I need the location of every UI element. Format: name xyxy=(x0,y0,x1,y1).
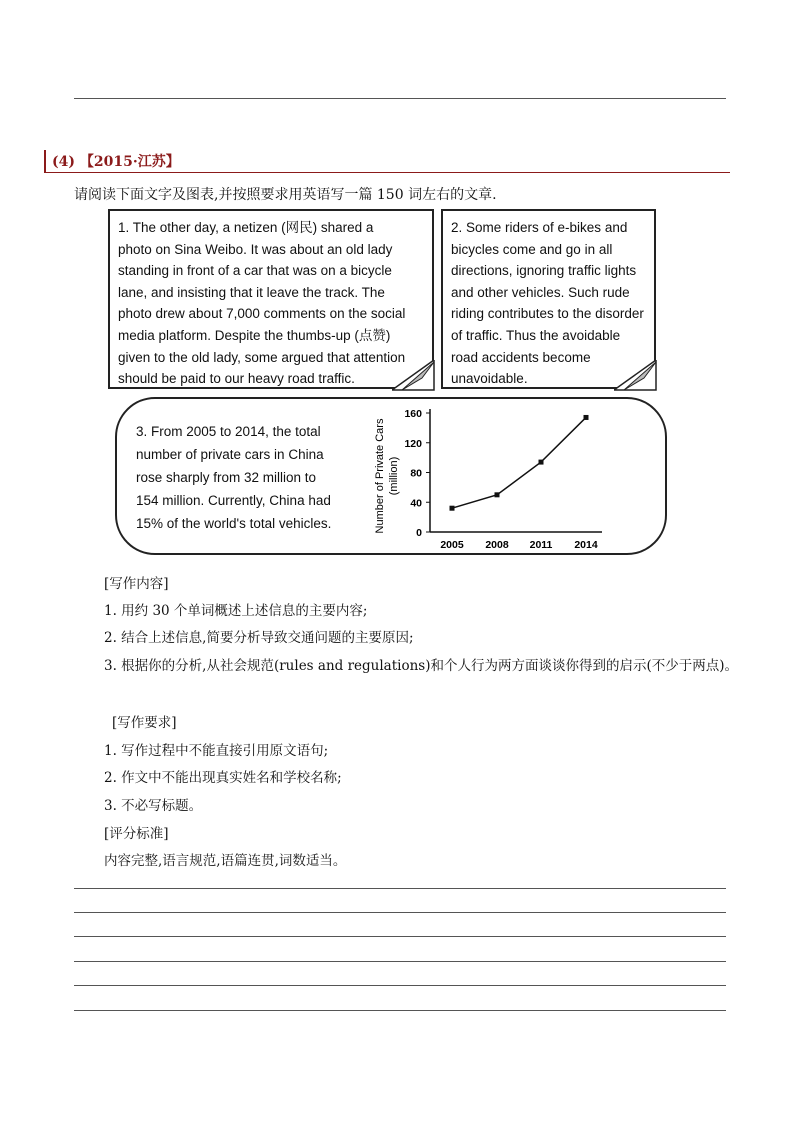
x-tick-label: 2008 xyxy=(485,539,509,551)
private-cars-line-chart xyxy=(370,403,620,551)
page-fold-icon xyxy=(392,360,436,392)
bubble-line: 3. From 2005 to 2014, the total xyxy=(136,424,321,439)
y-tick-label: 120 xyxy=(404,437,422,450)
bubble-line: 1. The other day, a netizen (网民) shared a xyxy=(118,220,374,235)
data-point xyxy=(495,492,500,497)
y-tick-label: 40 xyxy=(410,497,422,510)
page-fold-icon xyxy=(614,360,658,392)
answer-line[interactable] xyxy=(74,961,726,962)
bubble-line: photo drew about 7,000 comments on the social xyxy=(118,306,406,322)
data-point xyxy=(584,415,589,420)
bubble-line: road accidents become xyxy=(451,349,591,365)
answer-line[interactable] xyxy=(74,985,726,986)
bubble-line: bicycles come and go in all xyxy=(451,241,613,257)
requirement-item-1: 1. 写作过程中不能直接引用原文语句; xyxy=(104,743,329,759)
requirement-item-3: 3. 不必写标题。 xyxy=(104,798,203,814)
y-axis-title-line2: (million) xyxy=(388,456,400,496)
bubble-line: lane, and insisting that it leave the track. The xyxy=(118,284,385,300)
y-axis-title-line1: Number of Private Cars xyxy=(374,418,386,534)
y-tick-label: 80 xyxy=(410,467,422,480)
bubble-line: riding contributes to the disorder xyxy=(451,306,644,322)
bubble-line: 154 million. Currently, China had xyxy=(136,493,331,508)
bubble-line: number of private cars in China xyxy=(136,447,324,462)
series-line xyxy=(452,417,586,508)
scoring-text: 内容完整,语言规范,语篇连贯,词数适当。 xyxy=(104,853,347,869)
x-tick-label: 2005 xyxy=(440,539,464,551)
instruction-text: 请阅读下面文字及图表,并按照要求用英语写一篇 150 词左右的文章. xyxy=(74,187,497,203)
answer-line[interactable] xyxy=(74,936,726,937)
bubble-3-text xyxy=(136,420,356,535)
bubble-line: standing in front of a car that was on a bicycle xyxy=(118,263,392,279)
bubble-line: of traffic. Thus the avoidable xyxy=(451,327,621,343)
answer-line[interactable] xyxy=(74,912,726,913)
bubble-line: unavoidable. xyxy=(451,371,528,387)
requirement-item-2: 2. 作文中不能出现真实姓名和学校名称; xyxy=(104,770,342,786)
bubble-line: 15% of the world's total vehicles. xyxy=(136,516,332,531)
answer-line[interactable] xyxy=(74,1010,726,1011)
scoring-header: [评分标准] xyxy=(104,826,169,842)
y-tick-label: 160 xyxy=(404,408,422,420)
bubble-line: given to the old lady, some argued that attention xyxy=(118,349,406,365)
section-heading-text: (4) 【2015·江苏】 xyxy=(52,154,180,170)
bubble-line: rose sharply from 32 million to xyxy=(136,470,317,485)
section-heading xyxy=(44,150,730,173)
content-header: [写作内容] xyxy=(104,576,169,592)
data-point xyxy=(450,506,455,511)
bubble-line: media platform. Despite the thumbs-up (点赞) xyxy=(118,327,391,343)
bubble-line: should be paid to our heavy road traffic. xyxy=(118,371,355,387)
data-point xyxy=(539,460,544,465)
y-tick-label: 0 xyxy=(416,527,422,539)
content-item-1: 1. 用约 30 个单词概述上述信息的主要内容; xyxy=(104,603,368,619)
content-item-2: 2. 结合上述信息,简要分析导致交通问题的主要原因; xyxy=(104,630,414,646)
x-tick-label: 2011 xyxy=(529,539,553,551)
bubble-line: 2. Some riders of e-bikes and xyxy=(451,220,628,235)
bubble-line: directions, ignoring traffic lights xyxy=(451,263,637,279)
content-item-3: 3. 根据你的分析,从社会规范(rules and regulations)和个人行为两方面谈谈你得到的启示(不少于两点)。 xyxy=(104,658,739,674)
bubble-line: and other vehicles. Such rude xyxy=(451,284,630,300)
answer-line[interactable] xyxy=(74,888,726,889)
text-bubble-1 xyxy=(108,209,434,389)
top-answer-line xyxy=(74,98,726,99)
x-tick-label: 2014 xyxy=(574,539,598,551)
requirements-header: [写作要求] xyxy=(112,715,177,731)
bubble-line: photo on Sina Weibo. It was about an old lady xyxy=(118,241,393,257)
